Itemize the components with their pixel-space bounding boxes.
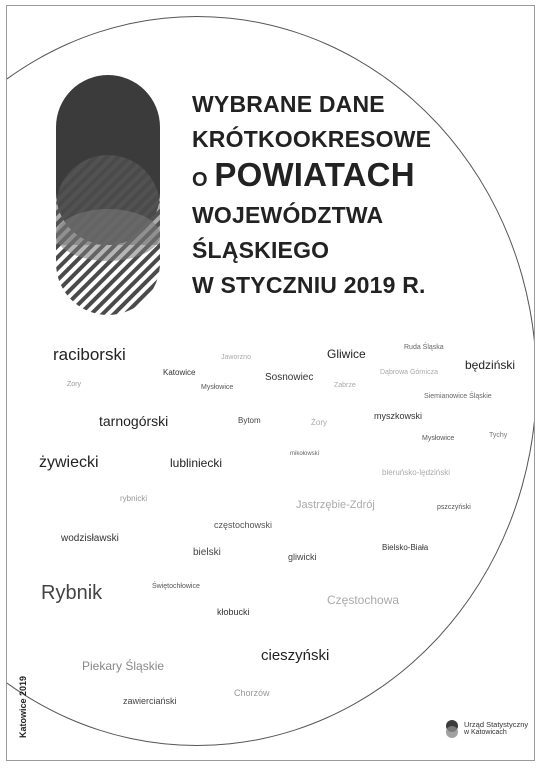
cloud-word: żywiecki — [39, 454, 99, 471]
cloud-word: Gliwice — [327, 347, 366, 361]
title-line-3 — [192, 157, 482, 198]
cloud-word: Tychy — [489, 432, 508, 439]
cloud-word: Dąbrowa Górnicza — [380, 369, 438, 376]
cloud-word: Jastrzębie-Zdrój — [296, 499, 375, 511]
office-name-line-1: Urząd Statystyczny — [464, 720, 529, 730]
publication-title — [192, 87, 482, 303]
cloud-word: Rybnik — [41, 582, 103, 604]
cloud-word: Piekary Śląskie — [82, 659, 165, 673]
cloud-word: kłobucki — [217, 607, 250, 617]
cloud-word: myszkowski — [374, 411, 423, 421]
cloud-word: Zabrze — [334, 382, 356, 389]
title-word-o: O — [192, 169, 208, 191]
cloud-word: Siemianowice Śląskie — [424, 393, 492, 400]
cloud-word: Bielsko-Biała — [382, 543, 429, 552]
cloud-word: Żory — [67, 381, 81, 388]
stat-office-graphic — [56, 75, 160, 315]
cloud-word: Mysłowice — [201, 384, 234, 391]
cloud-word: gliwicki — [288, 552, 317, 562]
cloud-word: częstochowski — [214, 520, 273, 530]
cloud-word: Częstochowa — [327, 593, 400, 607]
title-line-2: KRÓTKOOKRESOWE — [192, 126, 432, 152]
office-logo-icon — [444, 720, 460, 738]
cloud-word: Jaworzno — [221, 354, 251, 361]
title-line-6: W STYCZNIU 2019 R. — [192, 272, 426, 298]
cloud-word: Ruda Śląska — [404, 344, 444, 351]
cloud-word: Katowice — [163, 368, 196, 377]
cloud-word: Mysłowice — [422, 435, 455, 442]
cloud-word: Sosnowiec — [265, 372, 314, 383]
cloud-word: zawierciański — [123, 696, 177, 706]
office-logo — [444, 720, 528, 738]
title-line-1: WYBRANE DANE — [192, 91, 385, 117]
cloud-word: rybnicki — [120, 494, 148, 503]
cloud-word: Świętochłowice — [152, 583, 200, 590]
cloud-word: będziński — [465, 358, 516, 372]
office-name-line-2: w Katowicach — [464, 729, 507, 737]
cloud-word: pszczyński — [437, 504, 471, 511]
office-name — [464, 721, 528, 737]
cloud-word: bieruńsko-lędziński — [382, 468, 451, 477]
place-year-label: Katowice 2019 — [18, 675, 28, 738]
cloud-word: Żory — [311, 418, 327, 427]
cloud-word: cieszyński — [261, 647, 330, 664]
cloud-word: raciborski — [53, 345, 126, 364]
cloud-word: mikołowski — [290, 451, 320, 457]
title-line-5: ŚLĄSKIEGO — [192, 237, 330, 263]
cloud-word: lubliniecki — [170, 456, 223, 470]
cloud-word: wodzisławski — [61, 533, 119, 544]
title-word-powiatach: POWIATACH — [214, 156, 415, 193]
cloud-word: Chorzów — [234, 688, 270, 698]
cloud-word: bielski — [193, 547, 221, 558]
cloud-word: tarnogórski — [99, 413, 169, 429]
title-line-4: WOJEWÓDZTWA — [192, 202, 384, 228]
cloud-word: Bytom — [238, 416, 261, 425]
